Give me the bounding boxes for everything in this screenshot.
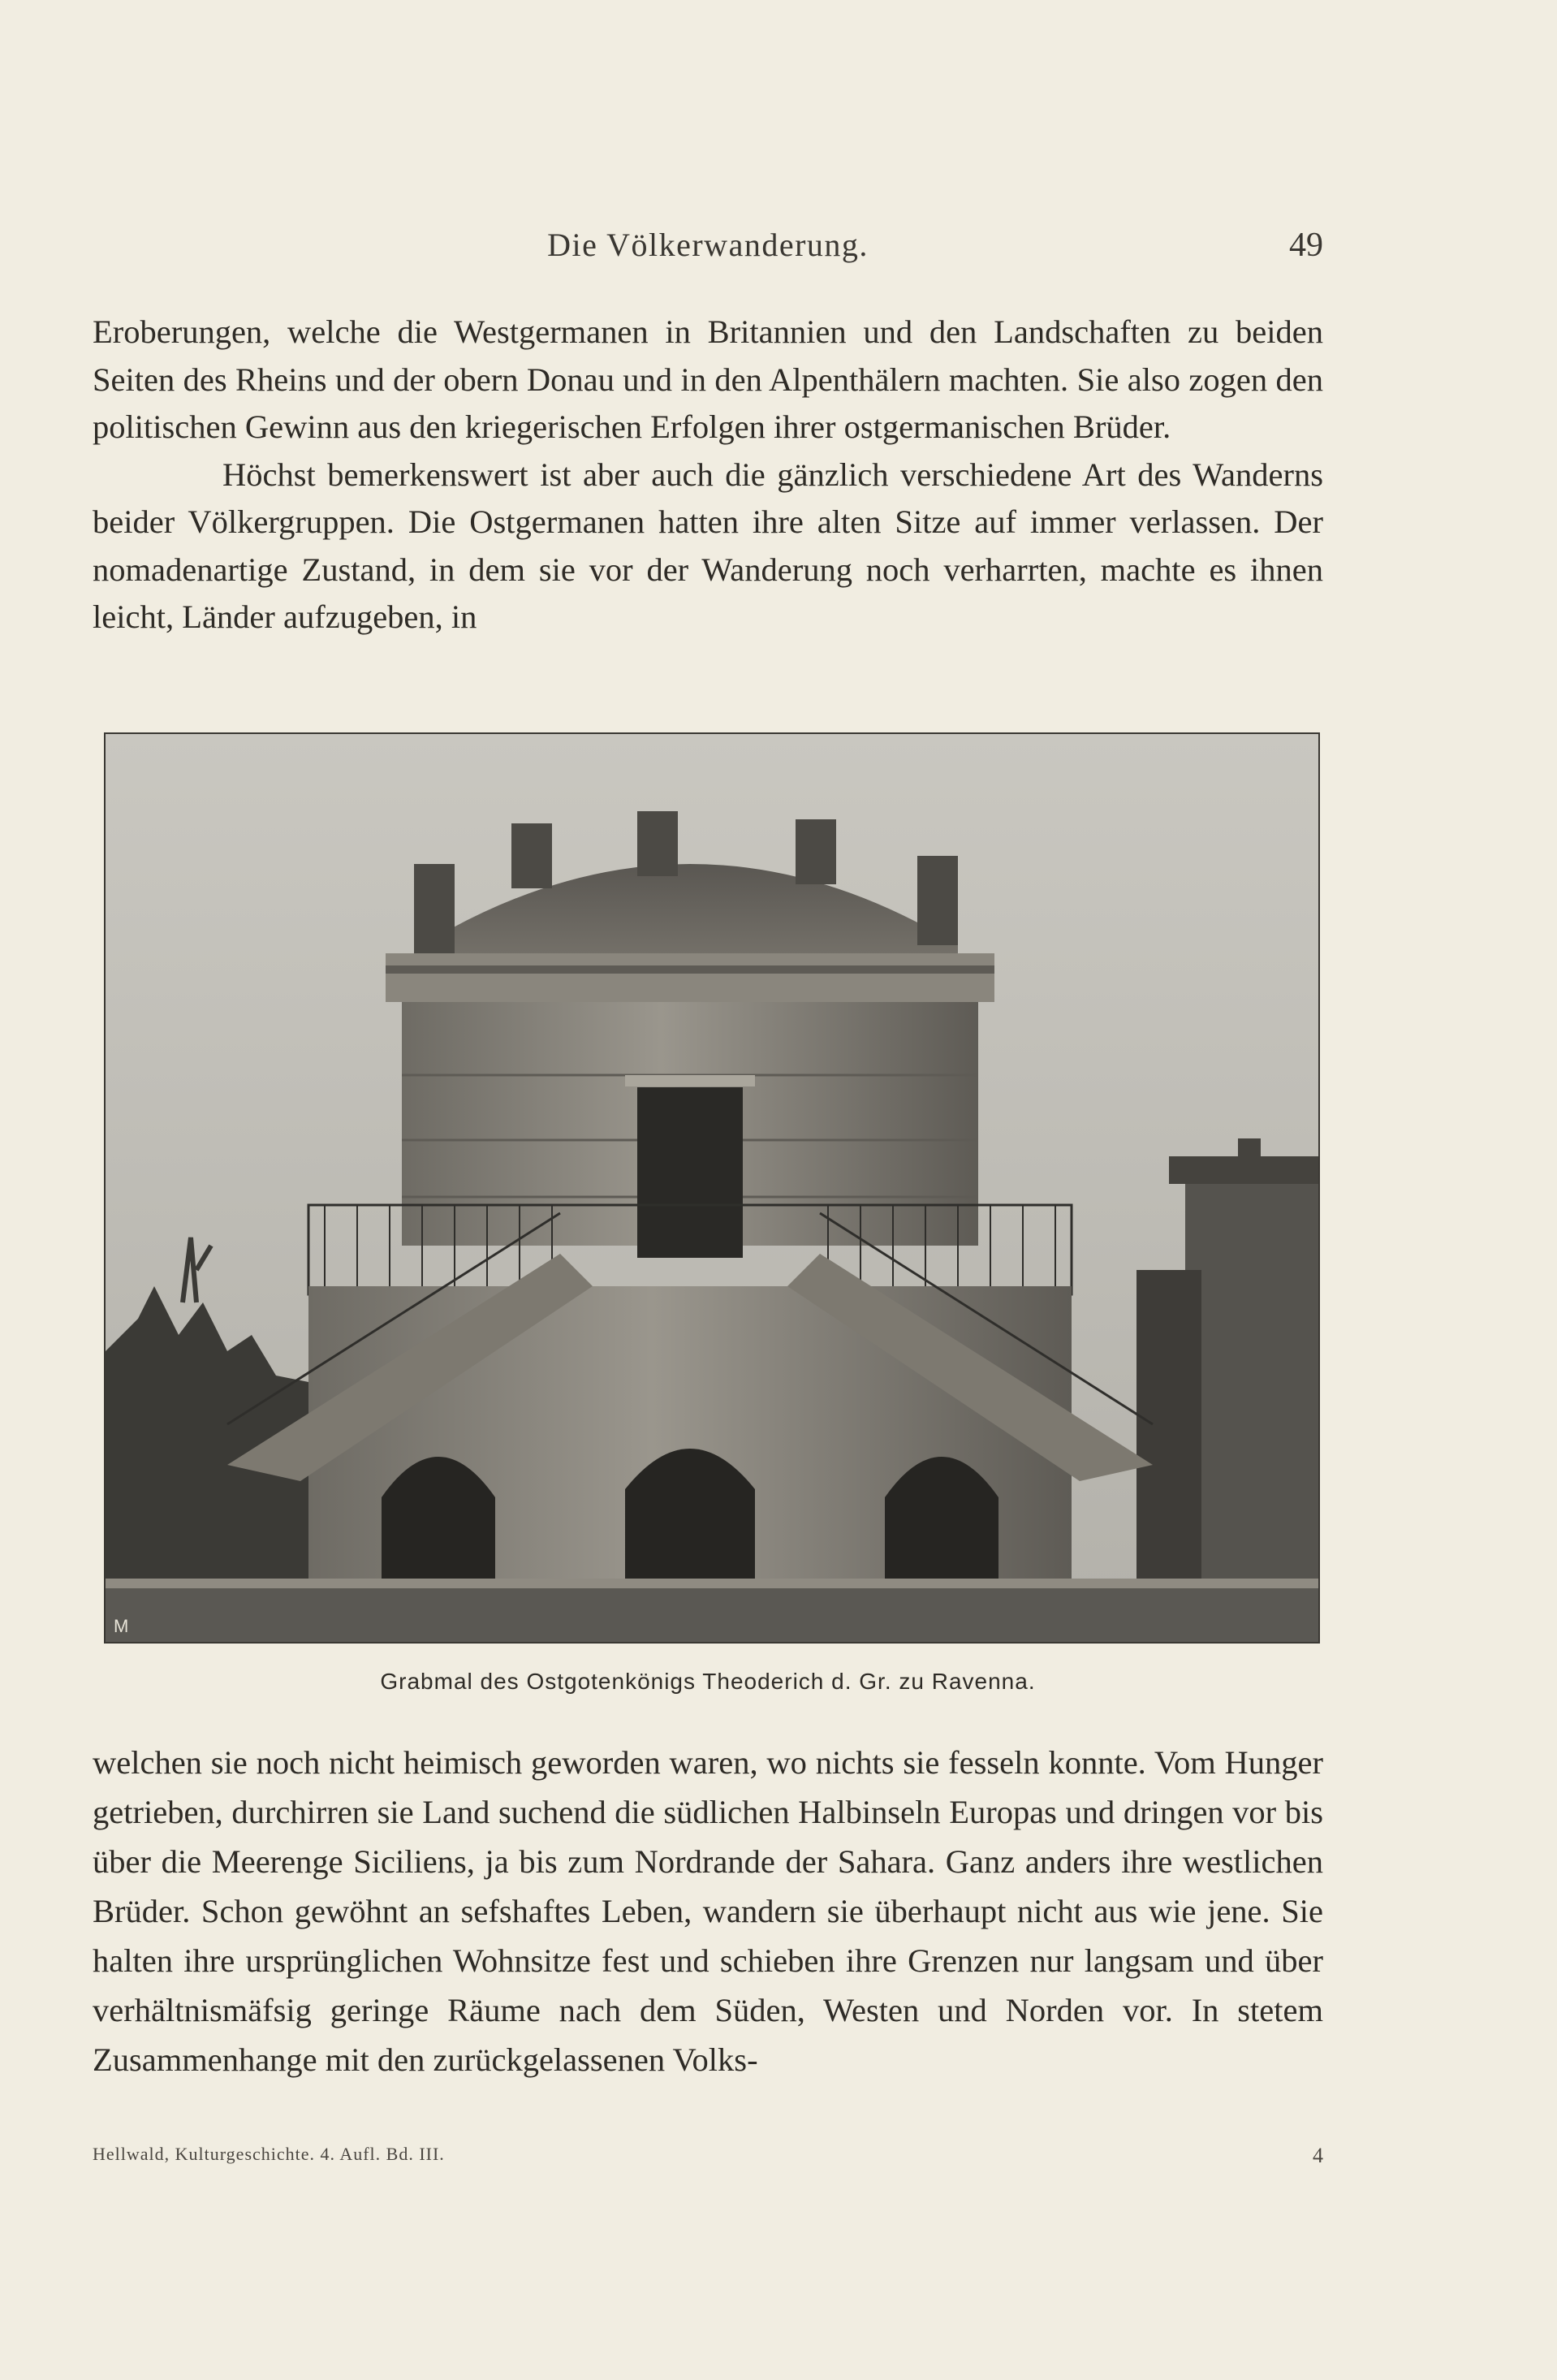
page-number: 49 bbox=[1289, 227, 1323, 264]
running-header bbox=[93, 226, 1323, 274]
paragraph: welchen sie noch nicht heimisch geworden waren, wo nichts sie fesseln konnte. Vom Hunger getrieben, durchirren sie Land suchend die südlichen Halbinseln Europas und dringen vor bis über die Meerenge Siciliens, ja bis zum Nordrande der Sahara. Ganz anders ihre westlichen Brüder. Schon gewöhnt an sefshaftes Leben, wandern sie überhaupt nicht aus wie jene. Sie halten ihre ursprünglichen Wohnsitze fest und schieben ihre Grenzen nur langsam und über verhältnismäfsig geringe Räume nach dem Süden, Westen und Norden vor. In stetem Zusammenhange mit den zurückgelassenen Volks- bbox=[93, 1744, 1323, 2078]
signature-mark: 4 bbox=[1313, 2144, 1323, 2167]
paragraph: Eroberungen, welche die Westgermanen in Britannien und den Landschaften zu beiden Seiten des Rheins und der obern Donau und in den Alpenthälern machten. Sie also zogen den politischen Gewinn aus den kriegerischen Erfolgen ihrer ostgermanischen Brüder. bbox=[93, 313, 1323, 445]
body-text-top bbox=[93, 309, 1323, 641]
photograph-theoderich-mausoleum bbox=[104, 732, 1320, 1644]
page-footer bbox=[93, 2144, 1323, 2176]
running-title: Die Völkerwanderung. bbox=[547, 227, 869, 263]
paragraph: Höchst bemerkenswert ist aber auch die gänzlich verschiedene Art des Wanderns beider Völkergruppen. Die Ostgermanen hatten ihre alten Sitze auf immer verlassen. Der nomadenartige Zustand, in dem sie vor der Wanderung noch verharrten, machte es ihnen leicht, Länder aufzugeben, in bbox=[93, 456, 1323, 635]
source-note: Hellwald, Kulturgeschichte. 4. Aufl. Bd. III. bbox=[93, 2144, 445, 2164]
figure-caption: Grabmal des Ostgotenkönigs Theoderich d. Gr. zu Ravenna. bbox=[380, 1669, 1036, 1694]
photo-corner-mark: M bbox=[114, 1616, 129, 1636]
body-text-bottom bbox=[93, 1738, 1323, 2084]
mausoleum-photo bbox=[106, 734, 1318, 1642]
